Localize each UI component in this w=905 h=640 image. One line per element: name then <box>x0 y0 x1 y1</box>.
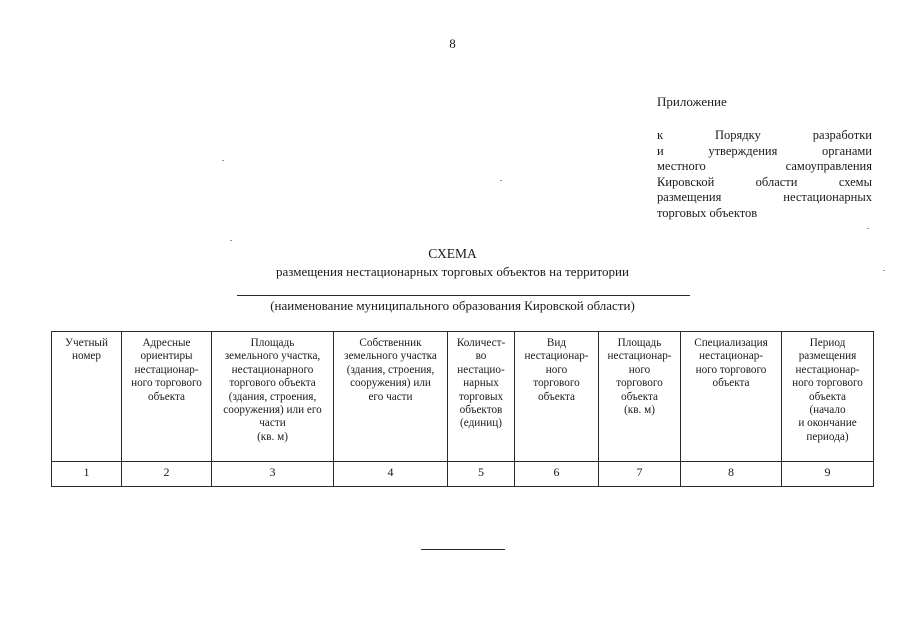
column-header-8 <box>681 332 782 462</box>
appendix-word: органами <box>821 143 872 158</box>
end-rule <box>421 549 505 550</box>
column-header-line: ного <box>545 363 568 376</box>
fill-in-caption: (наименование муниципального образования Кировской области) <box>270 298 635 313</box>
column-header-line: нестационар- <box>524 350 589 363</box>
column-header-line: земельного участка <box>344 350 437 363</box>
column-header-line: объекта <box>620 390 659 403</box>
column-header-line: нестационарного <box>231 363 314 376</box>
column-number-5: 5 <box>448 462 515 487</box>
appendix-line <box>657 144 872 160</box>
column-header-line: объекта <box>147 390 186 403</box>
appendix-word: схемы <box>838 174 872 189</box>
column-header-line: объектов <box>459 404 503 417</box>
column-header-7 <box>599 332 681 462</box>
column-number-1: 1 <box>52 462 122 487</box>
column-header-line: нестационар- <box>795 363 860 376</box>
column-header-line: периода) <box>806 430 849 443</box>
column-header-line: его части <box>368 390 413 403</box>
column-header-line: (кв. м) <box>257 430 288 443</box>
column-header-6 <box>515 332 599 462</box>
document-title: СХЕМА <box>428 246 477 261</box>
column-header-line: торгового <box>616 377 663 390</box>
appendix-line <box>657 175 872 191</box>
appendix-word: Порядку <box>715 128 761 142</box>
column-header-line: ного торгового <box>792 377 863 390</box>
appendix-word: и <box>657 143 664 158</box>
appendix-line <box>657 159 872 175</box>
column-header-5 <box>448 332 515 462</box>
column-header-line: Вид <box>546 337 567 349</box>
appendix-word: разработки <box>812 128 872 142</box>
appendix-title: Приложение <box>657 94 727 109</box>
column-header-line: объекта <box>537 390 576 403</box>
column-header-line: во <box>475 350 487 363</box>
column-header-line: нестационар- <box>134 363 199 376</box>
column-header-line: (начало <box>809 404 846 417</box>
fill-in-line <box>237 295 690 296</box>
column-header-line: сооружения) или <box>350 377 431 390</box>
column-header-line: нестационар- <box>698 350 764 363</box>
document-subtitle: размещения нестационарных торговых объектов на территории <box>276 264 629 279</box>
appendix-word: местного <box>657 159 706 174</box>
column-number-8: 8 <box>681 462 782 487</box>
column-header-line: Специализация <box>694 337 768 349</box>
column-header-line: объекта <box>712 377 750 390</box>
column-header-line: Период <box>809 337 846 349</box>
column-number-7: 7 <box>599 462 681 487</box>
column-number-4: 4 <box>334 462 448 487</box>
appendix-word: к <box>657 128 664 142</box>
appendix-line <box>657 206 872 222</box>
column-number-3: 3 <box>212 462 334 487</box>
column-header-line: Собственник <box>359 337 422 349</box>
column-header-line: и окончание <box>798 417 857 430</box>
column-header-line: нестацио- <box>457 363 505 376</box>
appendix-word: самоуправления <box>785 159 872 174</box>
appendix-word: торговых объектов <box>657 205 758 220</box>
scan-speck <box>500 180 502 181</box>
appendix-line <box>657 128 872 144</box>
column-header-line: объекта <box>808 390 847 403</box>
column-header-line: ориентиры <box>140 350 193 363</box>
column-header-line: нарных <box>463 377 499 390</box>
column-header-1 <box>52 332 122 462</box>
column-header-line: части <box>259 417 286 430</box>
header-row <box>52 332 874 462</box>
column-header-line: Количест- <box>456 337 506 349</box>
column-header-9 <box>782 332 874 462</box>
appendix-word: нестационарных <box>783 190 872 205</box>
column-header-line: Площадь <box>617 337 662 349</box>
column-header-3 <box>212 332 334 462</box>
column-header-line: земельного участка, <box>224 350 321 363</box>
appendix-word: утверждения <box>708 143 778 158</box>
column-header-line: сооружения) или его <box>223 404 322 417</box>
scan-speck <box>883 270 885 271</box>
column-number-row <box>52 462 874 487</box>
column-header-line: (единиц) <box>460 417 502 430</box>
column-header-line: Адресные <box>142 337 191 349</box>
schema-table <box>51 331 874 487</box>
column-header-line: ного торгового <box>695 363 767 376</box>
column-header-4 <box>334 332 448 462</box>
page-number: 8 <box>449 36 456 51</box>
appendix-body <box>657 128 872 222</box>
column-header-2 <box>122 332 212 462</box>
column-header-line: нестационар- <box>607 350 672 363</box>
column-header-line: ного <box>628 363 651 376</box>
column-header-line: (здания, строения, <box>346 363 435 376</box>
column-header-line: торгового <box>533 377 580 390</box>
column-number-6: 6 <box>515 462 599 487</box>
scan-speck <box>867 228 869 229</box>
column-header-line: Учетный <box>65 337 108 349</box>
scan-speck <box>222 160 224 161</box>
column-header-line: торговых <box>458 390 504 403</box>
column-header-line: размещения <box>798 350 857 363</box>
column-header-line: (кв. м) <box>624 404 655 417</box>
appendix-word: размещения <box>657 190 722 205</box>
appendix-line <box>657 190 872 206</box>
column-header-line: ного торгового <box>131 377 202 390</box>
column-number-9: 9 <box>782 462 874 487</box>
column-header-line: номер <box>71 350 101 363</box>
column-number-2: 2 <box>122 462 212 487</box>
column-header-line: Площадь <box>250 337 295 349</box>
appendix-word: Кировской <box>657 174 715 189</box>
scan-speck <box>230 240 232 241</box>
appendix-word: области <box>755 174 798 189</box>
column-header-line: (здания, строения, <box>228 390 317 403</box>
column-header-line: торгового объекта <box>229 377 316 390</box>
